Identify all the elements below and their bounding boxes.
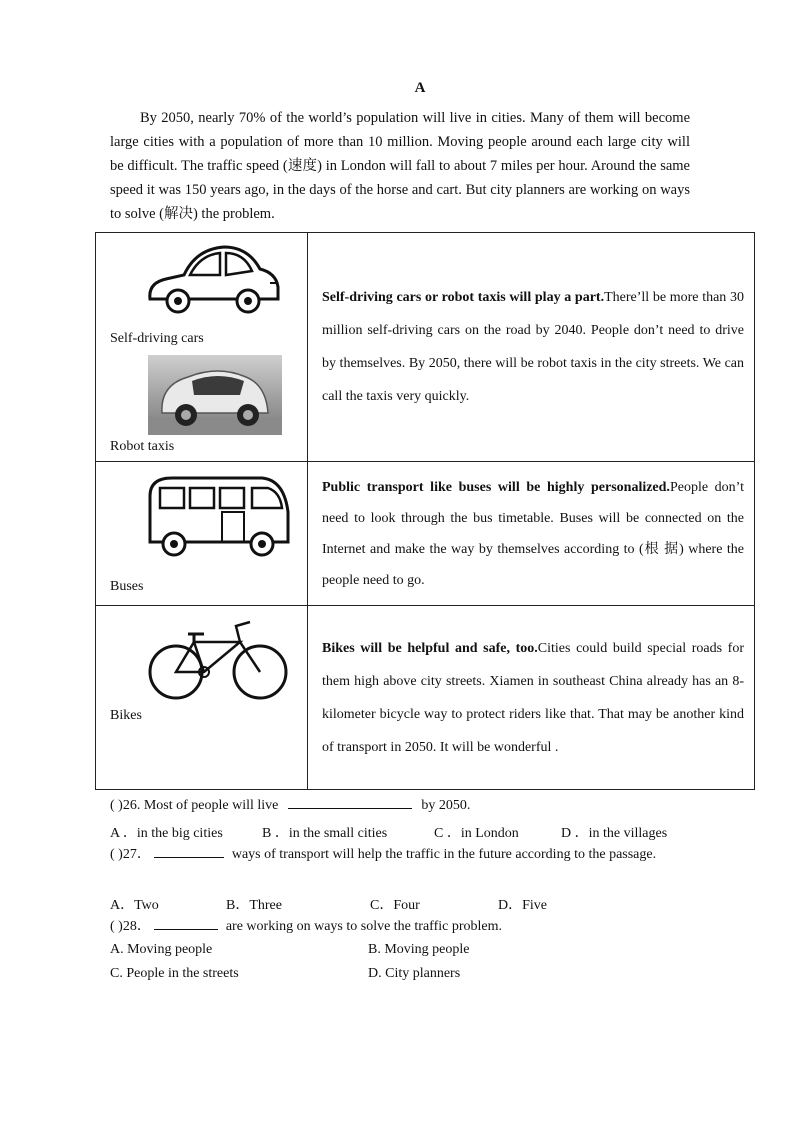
table-row-bikes [96,606,755,790]
car-drawing-icon [144,239,284,321]
question-27-option-b: B．Three [226,898,282,913]
question-26-option-a: A ．in the big cities [110,826,223,841]
table-row-buses [96,462,755,606]
question-26-option-c: C ．in London [434,826,519,841]
robot-taxi-photo [148,355,282,435]
cars-text-bold: Self-driving cars or robot taxis will play a part. [322,290,605,305]
buses-text-bold: Public transport like buses will be highly personalized. [322,479,670,495]
bikes-image-cell [96,606,308,790]
bikes-text [308,606,755,790]
passage-title: A [414,80,426,96]
question-27 [110,843,700,867]
question-27-stem: ( )27． [110,847,151,862]
question-28-option-b: B. Moving people [368,942,470,957]
buses-text-body: People don’t need to look through the bus timetable. Buses will be connected on the Internet and make the way by themselves according to (根 据) where the people need to go. [322,479,744,588]
answer-blank [154,915,218,930]
question-28-stem: ( )28． [110,919,151,934]
buses-image-cell [96,462,308,606]
question-26-option-d: D ．in the villages [561,826,668,841]
question-28-option-c: C. People in the streets [110,966,239,981]
question-27-option-c: C．Four [370,898,420,913]
question-27-end: ways of transport will help the traffic in the future according to the passage. [231,847,657,862]
table-row-cars [96,233,755,462]
question-28-end: are working on ways to solve the traffic problem. [225,919,502,934]
passage-intro: By 2050, nearly 70% of the world’s population will live in cities. Many of them will become large cities with a population of more than 10 million. Moving people around each large city will be difficult. The traffic speed (速度) in London will fall to about 7 miles per hour. Around the same speed it was 150 years ago, in the days of the horse and cart. But city planners are working on ways to solve (解决) the problem. [110,110,690,222]
question-28-option-d: D. City planners [368,966,461,981]
answer-blank [154,843,224,858]
bicycle-drawing-icon [144,618,290,704]
caption-self-driving-cars: Self-driving cars [110,331,204,346]
answer-blank [288,794,412,809]
caption-robot-taxis: Robot taxis [110,439,175,454]
bus-drawing-icon [144,472,292,564]
buses-text [308,462,755,606]
question-28 [110,915,502,939]
question-27-option-a: A．Two [110,898,159,913]
question-26-option-b: B ．in the small cities [262,826,388,841]
cars-text-body: There’ll be more than 30 million self-driving cars on the road by 2040. People don’t need to drive by themselves. By 2050, there will be robot taxis in the city streets. We can call the taxis very quickly. [322,290,744,404]
question-27-option-d: D．Five [498,898,547,913]
caption-bikes: Bikes [110,708,142,723]
bikes-text-bold: Bikes will be helpful and safe, too. [322,640,538,656]
question-28-option-a: A. Moving people [110,942,213,957]
caption-buses: Buses [110,579,144,594]
question-26-end: by 2050. [421,798,471,813]
transport-table [95,232,755,790]
bikes-text-body: Cities could build special roads for them high above city streets. Xiamen in southeast China already has an 8-kilometer bicycle way to protect riders like that. That may be another kind of transport in 2050. It will be wonderful . [322,640,744,755]
cars-text [308,233,755,462]
question-26-stem: ( )26. Most of people will live [110,798,279,813]
cars-image-cell [96,233,308,462]
question-26 [110,794,470,818]
